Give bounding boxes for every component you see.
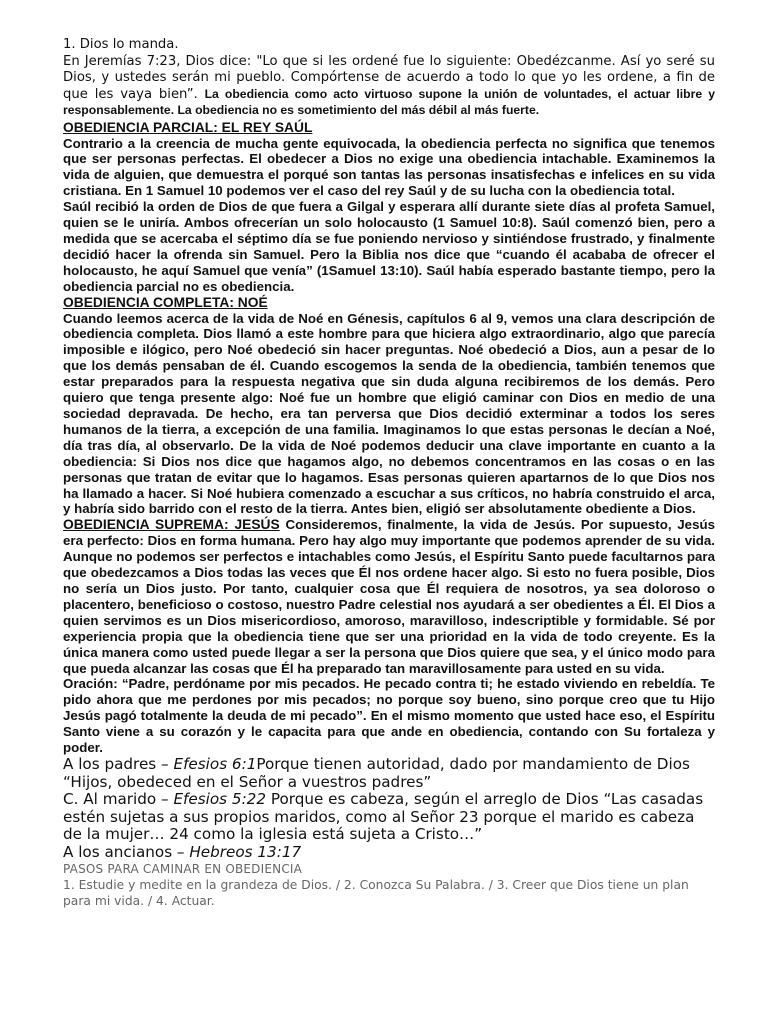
ancianos-prefix: A los ancianos – <box>63 842 190 861</box>
heading-obediencia-suprema: OBEDIENCIA SUPREMA: JESÚS <box>63 517 280 533</box>
paragraph-pasos: 1. Estudie y medite en la grandeza de Dios. / 2. Conozca Su Palabra. / 3. Creer que Dios tiene un plan para mi vida. / 4. Actuar. <box>63 877 689 908</box>
marido-prefix: C. Al marido – <box>63 790 174 809</box>
line-ancianos <box>63 844 715 862</box>
jeremias-quote: En Jeremías 7:23, Dios dice: "Lo que si les ordené fue lo siguiente: Obedézcanme. Así yo seré su Dios, y ustedes serán mi pueblo. Compórtense de acuerdo a todo lo que yo les ordene, a fin de que les vaya bien”. <box>63 53 715 102</box>
paragraph-parcial-1: Contrario a la creencia de mucha gente equivocada, la obediencia perfecta no significa que tenemos que ser personas perfectas. El obedecer a Dios no exige una obediencia intachable. Examinemos la vida de alguien, que demuestra el porqué son tantas las personas insatisfechas e infelices en su vida cristiana. En 1 Samuel 10 podemos ver el caso del rey Saúl y de su lucha con la obediencia total. <box>63 135 715 199</box>
padres-prefix: A los padres – <box>63 754 174 773</box>
heading-obediencia-completa: OBEDIENCIA COMPLETA: NOÉ <box>63 294 268 310</box>
paragraph-oracion: Oración: “Padre, perdóname por mis pecados. He pecado contra ti; he estado viviendo en rebeldía. Te pido ahora que me perdones por mis pecados; no porque soy bueno, sino porque creo que tu Hijo Jesús pagó totalmente la deuda de mi pecado”. En el mismo momento que usted hace eso, el Espíritu Santo viene a su corazón y le capacita para que ande en obediencia, contando con Su fortaleza y poder. <box>63 676 715 756</box>
obediencia-definition: La obediencia como acto virtuoso supone la unión de voluntades, el actuar libre y responsablemente. La obediencia no es sometimiento del más débil al más fuerte. <box>63 86 715 117</box>
line-marido <box>63 791 715 844</box>
section-title-dios-lo-manda: 1. Dios lo manda. <box>63 37 179 52</box>
marido-reference: Efesios 5:22 <box>173 790 267 809</box>
suprema-text: Consideremos, finalmente, la vida de Jesús. Por supuesto, Jesús era perfecto: Dios en forma humana. Pero hay algo muy importante que podemos aprender de su vida. Aunque no podemos ser perfectos e intachables como Jesús, el Espíritu Santo puede facultarnos para que obedezcamos a Dios todas las veces que Él nos ordene hacer algo. Si esto no fuera posible, Dios no sería un Dios justo. Por tanto, cualquier cosa que Él requiera de nosotros, ya sea doloroso o placentero, beneficioso o costoso, nuestro Padre celestial nos ayudará a ser obedientes a Él. El Dios a quien servimos es un Dios misericordioso, amoroso, maravilloso, indescriptible y formidable. Sé por experiencia propia que la obediencia tiene que ser una prioridad en la vida de todo creyente. Es la única manera como usted puede llegar a ser la persona que Dios quiere que sea, y el único modo para que pueda alcanzar las cosas que Él ha preparado tan maravillosamente para usted en su vida. <box>63 517 715 676</box>
marido-text: Porque es cabeza, según el arreglo de Dios “Las casadas estén sujetas a sus propios maridos, como al Señor 23 porque el marido es cabeza de la mujer… 24 como la iglesia está sujeta a Cristo…” <box>63 790 704 844</box>
padres-reference: Efesios 6:1 <box>173 754 257 773</box>
paragraph-parcial-2: Saúl recibió la orden de Dios de que fuera a Gilgal y esperara allí durante siete días al profeta Samuel, quien se le uniría. Ambos ofrecerían un solo holocausto (1 Samuel 10:8). Saúl comenzó bien, pero a medida que se acercaba el séptimo día se fue poniendo nervioso y sintiéndose frustrado, y finalmente decidió hacer la ofrenda sin Samuel. Pero la Biblia nos dice que “cuando él acababa de ofrecer el holocausto, he aquí Samuel que venía” (1Samuel 13:10). Saúl había esperado bastante tiempo, pero la obediencia parcial no es obediencia. <box>63 199 715 294</box>
paragraph-jeremias <box>63 54 715 120</box>
ancianos-reference: Hebreos 13:17 <box>189 842 302 861</box>
paragraph-completa: Cuando leemos acerca de la vida de Noé en Génesis, capítulos 6 al 9, vemos una clara descripción de obediencia completa. Dios llamó a este hombre para que hiciera algo extraordinario, algo que parecía imposible e ilógico, pero Noé obedeció sin hacer preguntas. Noé obedeció a Dios, aun a pesar de lo que los demás pensaban de él. Cuando escogemos la senda de la obediencia, también tenemos que estar preparados para la respuesta negativa que sin duda alguna recibiremos de los demás. Pero quiero que tenga presente algo: Noé fue un hombre que eligió caminar con Dios en medio de una sociedad depravada. De hecho, era tan perversa que Dios decidió exterminar a todos los seres humanos de la tierra, a excepción de una familia. Imaginamos lo que estas personas le decían a Noé, día tras día, al observarlo. De la vida de Noé podemos deducir una clave importante en cuanto a la obediencia: Si Dios nos dice que hagamos algo, no debemos concentramos en las cosas o en las personas que tratan de evitar que lo hagamos. Esas personas quieren apartarnos de lo que Dios nos ha llamado a hacer. Si Noé hubiera comenzado a escuchar a sus críticos, no habría construido el arca, y habría sido barrido con el resto de la tierra. Antes bien, eligió ser absolutamente obediente a Dios. <box>63 310 715 517</box>
paragraph-suprema <box>63 517 715 676</box>
line-padres <box>63 756 715 791</box>
padres-text: Porque tienen autoridad, dado por mandamiento de Dios “Hijos, obedeced en el Señor a vuestros padres” <box>63 754 690 791</box>
heading-obediencia-parcial: OBEDIENCIA PARCIAL: EL REY SAÚL <box>63 119 313 135</box>
document-page <box>63 37 715 910</box>
heading-pasos: PASOS PARA CAMINAR EN OBEDIENCIA <box>63 861 303 876</box>
